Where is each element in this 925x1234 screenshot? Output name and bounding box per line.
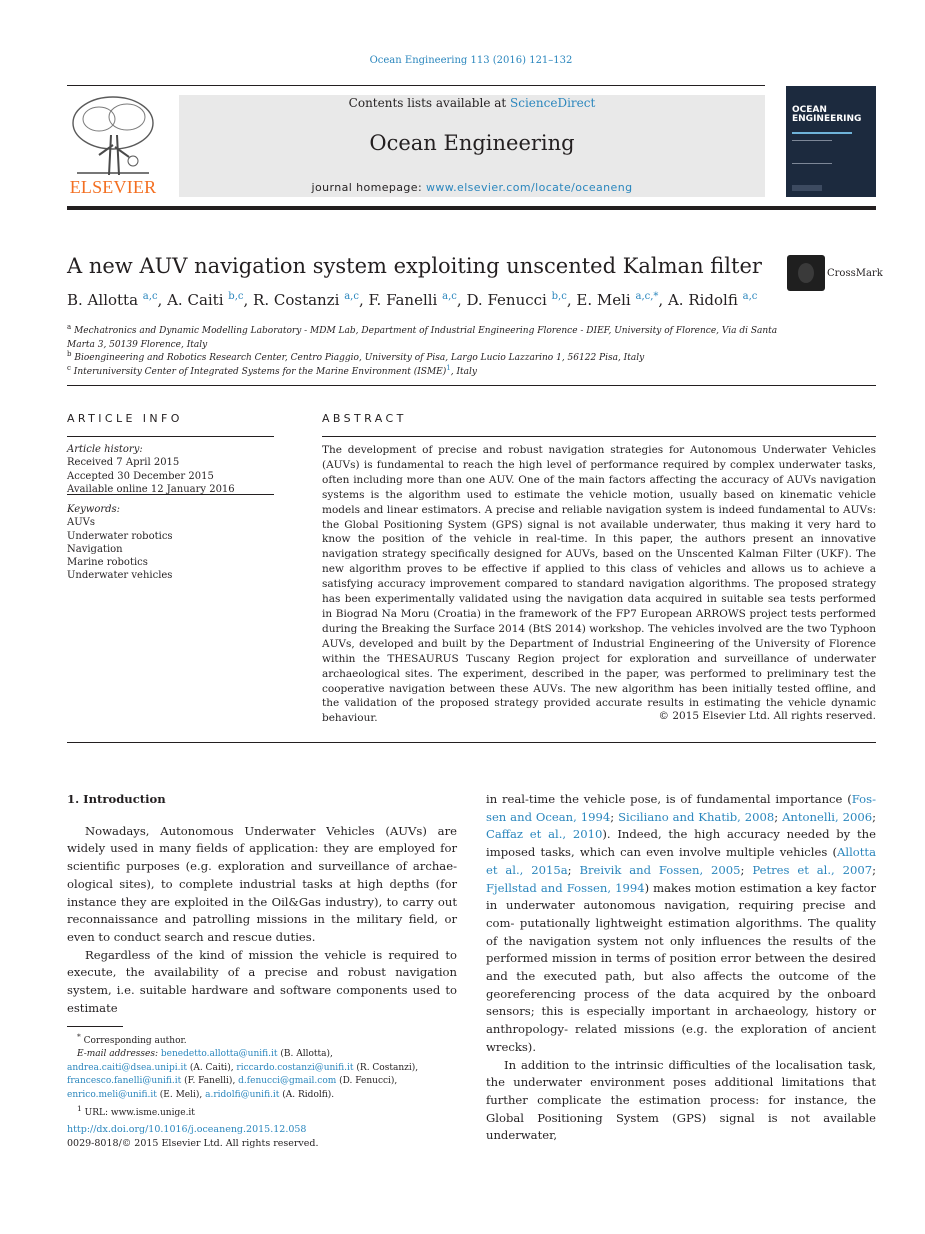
author-separator: ,: [456, 291, 467, 309]
keyword: Marine robotics: [67, 557, 148, 569]
footnote-ref[interactable]: 1: [446, 364, 451, 372]
citation-link[interactable]: Allotta et al., 2015a: [486, 845, 876, 877]
keywords-label: Keywords:: [67, 504, 121, 515]
bottom-metadata: [67, 1123, 319, 1150]
author-separator: ,: [358, 291, 369, 309]
author-separator: ,: [243, 291, 254, 309]
citation-link[interactable]: Petres et al., 2007: [752, 862, 873, 877]
journal-cover-image[interactable]: [786, 86, 876, 197]
author-separator: ,: [157, 291, 168, 309]
body-text: in real-time the vehicle pose, is of fundamental importance (: [486, 792, 852, 806]
email-owner: (B. Allotta),: [277, 1049, 333, 1060]
divider: [67, 742, 876, 743]
affiliation-mark: c: [67, 364, 71, 372]
body-text: ;: [740, 862, 753, 877]
sciencedirect-link[interactable]: ScienceDirect: [510, 96, 596, 110]
keyword: Underwater vehicles: [67, 570, 173, 582]
body-text: ;: [774, 809, 783, 824]
body-paragraph: [486, 791, 876, 1057]
email-link[interactable]: a.ridolfi@unifi.it: [205, 1089, 280, 1100]
divider: [322, 436, 876, 437]
keyword: Underwater robotics: [67, 530, 173, 542]
email-link[interactable]: riccardo.costanzi@unifi.it: [236, 1062, 354, 1073]
cover-footer: [792, 185, 822, 191]
citation-link[interactable]: Caffaz et al., 2010: [486, 827, 603, 842]
journal-name: Ocean Engineering: [369, 131, 575, 155]
article-info-heading: ARTICLE INFO: [67, 412, 183, 425]
homepage-line: [179, 181, 765, 194]
author-name[interactable]: R. Costanzi: [253, 291, 340, 309]
body-text: ;: [610, 809, 619, 824]
abstract-copyright: © 2015 Elsevier Ltd. All rights reserved.: [658, 710, 876, 722]
citation-link[interactable]: Antonelli, 2006: [782, 809, 873, 824]
email-owner: (A. Ridolfi).: [279, 1089, 335, 1100]
author-name[interactable]: B. Allotta: [67, 291, 139, 309]
email-label: E-mail addresses:: [77, 1049, 161, 1060]
crossmark-label: CrossMark: [827, 268, 883, 279]
email-addresses-line: [67, 1075, 467, 1088]
affiliation-text: Bioengineering and Robotics Research Center, Centro Piaggio, University of Pisa, Largo Lucio Lazzarino 1, 56122 Pisa, Italy: [74, 353, 645, 363]
journal-header-box: [179, 95, 765, 197]
author-affil-mark[interactable]: b,c: [551, 291, 567, 302]
email-addresses-line: [67, 1062, 467, 1075]
author-affil-mark[interactable]: a,c: [742, 291, 758, 302]
body-paragraph: Nowadays, Autonomous Underwater Vehicles (AUVs) are widely used in many fields of application: they are employed for scientific purposes (e.g. exploration and surveillance of archae- ological sites), to complete industrial tasks at high depths (for instance they are exploited in the Oil&Gas industry), to carry out reconnaissance and patrolling missions in the military field, or even to conduct search and rescue duties.: [67, 823, 457, 944]
author-affil-mark[interactable]: a,c,*: [635, 291, 659, 302]
author-list: [67, 291, 757, 309]
cover-title: [792, 106, 870, 124]
email-owner: (F. Fanelli),: [181, 1076, 239, 1087]
online-date: Available online 12 January 2016: [67, 483, 235, 495]
body-left-column: [67, 791, 457, 1017]
cover-title-line1: OCEAN: [792, 105, 827, 115]
citation-link[interactable]: Fjellstad and Fossen, 1994: [486, 880, 645, 895]
body-text: ) makes motion estimation a key factor in underwater autonomous navigation, requiring precise and com- putationally lightweight estimation algorithms. The quality of the navigation system not only influences the results of the performed mission in terms of position error between the desired and the executed path, but also affects the outcome of the georeferencing process of the data acquired by the onboard sensors; this is especially important in archaeology, history or anthropology- related missions (e.g. the exploration of ancient wrecks).: [486, 880, 876, 1054]
contents-prefix: Contents lists available at: [348, 96, 511, 110]
email-addresses: [67, 1048, 467, 1061]
keywords: [67, 503, 173, 583]
affiliation-text: Interuniversity Center of Integrated Systems for the Marine Environment (ISME): [73, 367, 447, 377]
issn-line: 0029-8018/© 2015 Elsevier Ltd. All rights reserved.: [67, 1137, 319, 1149]
author-name[interactable]: F. Fanelli: [368, 291, 438, 309]
corresponding-author-note: [67, 1030, 467, 1048]
email-link[interactable]: francesco.fanelli@unifi.it: [67, 1076, 182, 1087]
contents-line: [179, 96, 765, 110]
body-right-column: [486, 791, 876, 1145]
author-name[interactable]: A. Ridolfi: [667, 291, 738, 309]
affiliation-mark: a: [67, 323, 72, 331]
affiliation-suffix: , Italy: [450, 367, 477, 377]
email-owner: (A. Caiti),: [186, 1062, 237, 1073]
homepage-label: journal homepage:: [311, 181, 426, 194]
keyword: AUVs: [67, 517, 96, 529]
author-name[interactable]: A. Caiti: [167, 291, 224, 309]
email-link[interactable]: benedetto.allotta@unifi.it: [160, 1049, 278, 1060]
body-text: ;: [872, 862, 876, 877]
journal-reference[interactable]: Ocean Engineering 113 (2016) 121–132: [369, 55, 573, 66]
cover-title-line2: ENGINEERING: [792, 114, 862, 124]
email-link[interactable]: d.fenucci@gmail.com: [238, 1076, 337, 1087]
keyword: Navigation: [67, 543, 123, 555]
author-affil-mark[interactable]: a,c: [442, 291, 457, 302]
footnote-mark: *: [77, 1032, 81, 1041]
author-separator: ,: [658, 291, 668, 309]
author-name[interactable]: D. Fenucci: [466, 291, 547, 309]
citation-link[interactable]: Breivik and Fossen, 2005: [579, 862, 741, 877]
author-affil-mark[interactable]: a,c: [344, 291, 359, 302]
accepted-date: Accepted 30 December 2015: [67, 470, 214, 482]
author-affil-mark[interactable]: b,c: [228, 291, 244, 302]
homepage-link[interactable]: www.elsevier.com/locate/oceaneng: [425, 181, 633, 194]
abstract-text: The development of precise and robust navigation strategies for Autonomous Underwater Vehicles (AUVs) is fundamental to reach the high level of performance required by complex underwater tasks, often including more than one AUV. One of the main factors affecting the accuracy of AUVs navigation systems is the algorithm used to estimate the vehicle motion, usually based on kinematic vehicle models and linear estimators. A precise and reliable navigation system is indeed fundamental to AUVs: the Global Positioning System (GPS) signal is not available underwater, thus making it very hard to know the position of the vehicle in real-time. In this paper, the authors present an innovative navigation strategy specifically designed for AUVs, based on the Unscented Kalman Filter (UKF). The new algorithm proves to be effective if applied to this class of vehicles and allows us to achieve a satisfying accuracy improvement compared to standard navigation algorithms. The proposed strategy has been experimentally validated using the navigation data acquired in suitable sea tests performed in Biograd Na Moru (Croatia) in the framework of the FP7 European ARROWS project tests performed during the Breaking the Surface 2014 (BtS 2014) workshop. The vehicles involved are the two Typhoon AUVs, developed and built by the Department of Industrial Engineering of the University of Florence within the THESAURUS Tuscany Region project for exploration and surveillance of underwater archaeological sites. The experiment, described in the paper, was performed to preliminary test the cooperative navigation between these AUVs. The new algorithm has been initially tested offline, and the validation of the proposed strategy provided accurate results in estimating the vehicle dynamic behaviour.: [322, 444, 876, 725]
doi-link[interactable]: http://dx.doi.org/10.1016/j.oceaneng.2015.12.058: [67, 1124, 307, 1135]
crossmark-badge[interactable]: [787, 255, 883, 293]
elsevier-logo: [67, 95, 159, 197]
elsevier-wordmark: ELSEVIER: [69, 177, 157, 197]
divider: [67, 436, 274, 437]
received-date: Received 7 April 2015: [67, 457, 180, 469]
body-paragraph: In addition to the intrinsic difficulties of the localisation task, the underwater environment poses additional limitations that further complicate the estimation process: for instance, the Global Positioning System (GPS) signal is not available underwater,: [486, 1057, 876, 1143]
footnote-rule: [67, 1026, 123, 1027]
body-text: ). Indeed, the high accuracy needed by the imposed tasks, which can even involve multiple vehicles (: [486, 827, 876, 860]
email-link[interactable]: enrico.meli@unifi.it: [67, 1089, 157, 1100]
article-history: [67, 443, 235, 496]
crossmark-icon: [787, 255, 825, 291]
author-separator: ,: [566, 291, 577, 309]
abstract-heading: ABSTRACT: [322, 412, 407, 425]
cover-lines: [792, 140, 832, 164]
header-thick-rule: [67, 206, 876, 210]
section-heading: 1. Introduction: [67, 792, 166, 806]
email-owner: (E. Meli),: [156, 1089, 206, 1100]
citation-link[interactable]: Fos- sen and Ocean, 1994: [486, 792, 876, 824]
body-text: ;: [872, 809, 876, 824]
affiliation-c: [67, 362, 477, 380]
article-title: A new AUV navigation system exploiting unscented Kalman filter: [67, 254, 762, 278]
cover-band: [792, 132, 852, 134]
email-owner: (D. Fenucci),: [336, 1076, 398, 1087]
author-affil-mark[interactable]: a,c: [142, 291, 158, 302]
header-top-rule: [67, 85, 765, 86]
body-text: ;: [567, 862, 580, 877]
footnotes: [67, 1030, 467, 1120]
footnote-1: [67, 1102, 467, 1120]
divider: [67, 385, 876, 386]
footnote-text: URL: www.isme.unige.it: [84, 1108, 195, 1119]
body-paragraph: Regardless of the kind of mission the vehicle is required to execute, the availability of a precise and robust navigation system, i.e. suitable hardware and software components used to estimate: [67, 947, 457, 1015]
citation-link[interactable]: Siciliano and Khatib, 2008: [618, 809, 775, 824]
affiliation-text: Mechatronics and Dynamic Modelling Laboratory - MDM Lab, Department of Industrial Engineering Florence - DIEF, University of Florence, Via di Santa Marta 3, 50139 Florence, Italy: [67, 326, 778, 350]
email-addresses-line: [67, 1089, 467, 1102]
history-label: Article history:: [67, 444, 143, 455]
footnote-text: Corresponding author.: [80, 1036, 187, 1046]
email-owner: (R. Costanzi),: [353, 1062, 419, 1073]
email-link[interactable]: andrea.caiti@dsea.unipi.it: [67, 1062, 187, 1073]
affiliation-mark: b: [67, 350, 72, 358]
footnote-mark: 1: [77, 1104, 82, 1114]
author-name[interactable]: E. Meli: [576, 291, 631, 309]
elsevier-tree-icon: [69, 95, 157, 177]
